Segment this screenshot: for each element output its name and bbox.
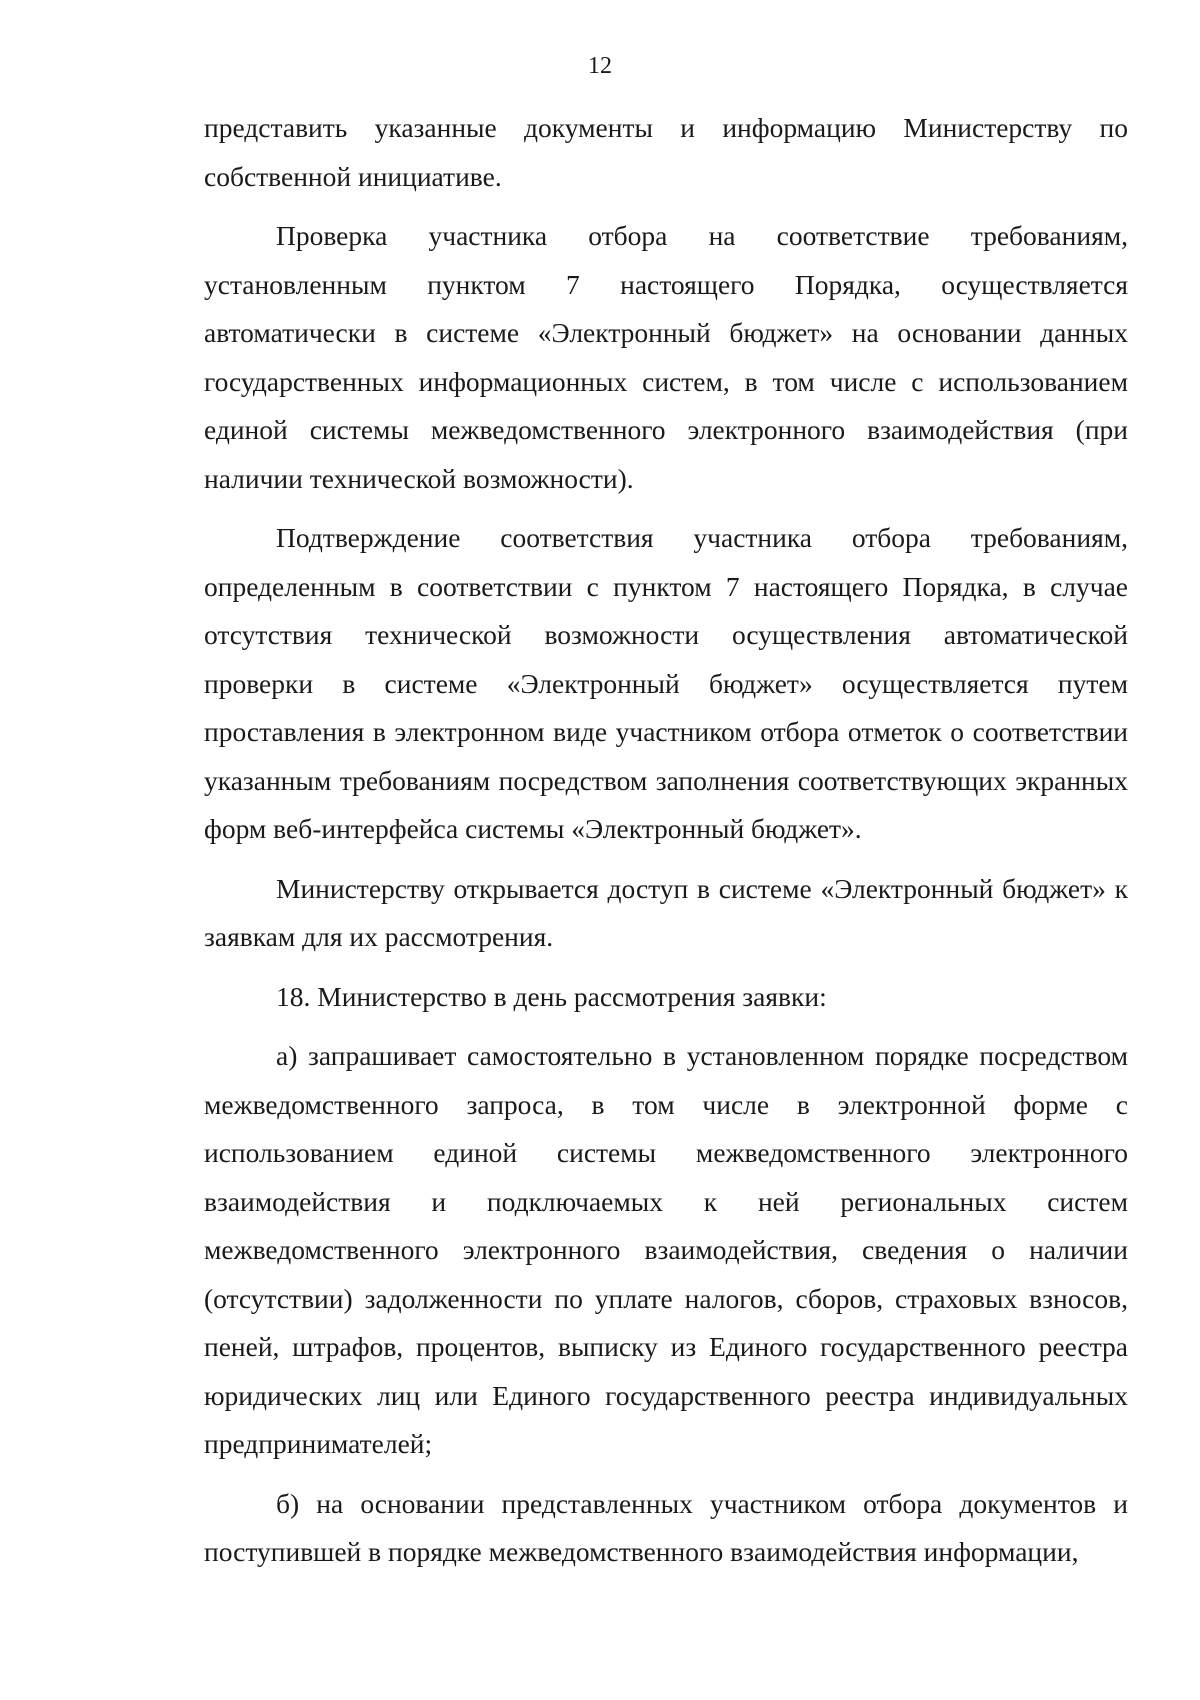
paragraph-confirmation: Подтверждение соответствия участника отбора требованиям, определенным в соответствии с пунктом 7 настоящего Порядка, в случае отсутствия технической возможности осуществления автоматической проверки в системе «Электронный бюджет» осуществляется путем проставления в электронном виде участником отбора отметок о соответствии указанным требованиям посредством заполнения соответствующих экранных форм веб-интерфейса системы «Электронный бюджет». — [204, 522, 1128, 844]
paragraph-subitem-a: а) запрашивает самостоятельно в установленном порядке посредством межведомственного запроса, в том числе в электронной форме с использованием единой системы межведомственного электронного взаимодействия и подключаемых к ней региональных систем межведомственного электронного взаимодействия, сведения о наличии (отсутствии) задолженности по уплате налогов, сборов, страховых взносов, пеней, штрафов, процентов, выписку из Единого государственного реестра юридических лиц или Единого государственного реестра индивидуальных предпринимателей; — [204, 1040, 1128, 1459]
page-number: 12 — [588, 53, 612, 79]
paragraph-subitem-b: б) на основании представленных участником отбора документов и поступившей в порядке межведомственного взаимодействия информации, — [204, 1487, 1128, 1567]
paragraph-item-18: 18. Министерство в день рассмотрения заявки: — [276, 980, 827, 1012]
paragraph-verification: Проверка участника отбора на соответствие требованиям, установленным пунктом 7 настоящего Порядка, осуществляется автоматически в системе «Электронный бюджет» на основании данных государственных информационных систем, в том числе с использованием единой системы межведомственного электронного взаимодействия (при наличии технической возможности). — [204, 220, 1128, 494]
paragraph-continuation: представить указанные документы и информацию Министерству по собственной инициативе. — [204, 112, 1128, 192]
document-body — [204, 104, 1128, 1577]
paragraph-access: Министерству открывается доступ в системе «Электронный бюджет» к заявкам для их рассмотрения. — [204, 872, 1128, 952]
